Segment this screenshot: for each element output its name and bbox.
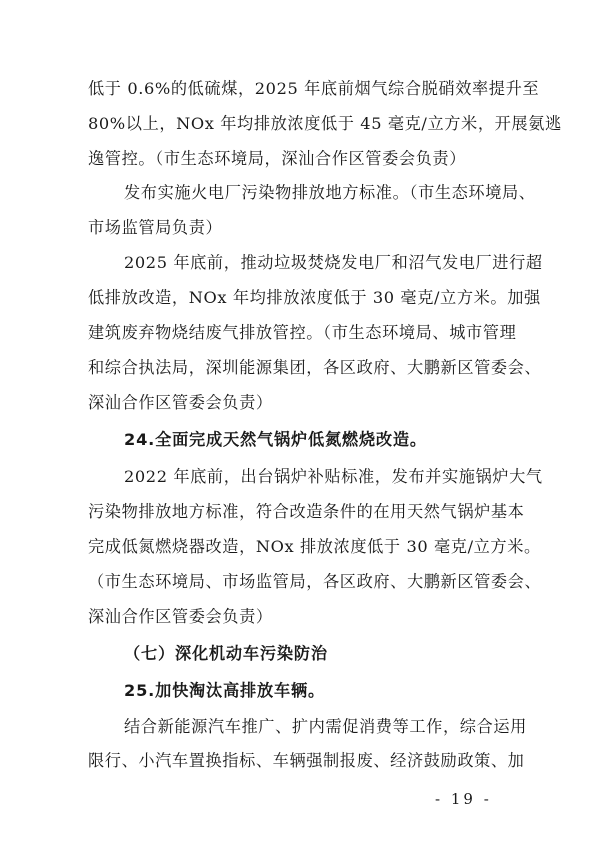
- chapter-heading: （七）深化机动车污染防治: [124, 644, 328, 663]
- body-text-line: 污染物排放地方标准，符合改造条件的在用天然气锅炉基本: [88, 502, 525, 521]
- body-text-line: 低排放改造，NOx 年均排放浓度低于 30 毫克/立方米。加强: [88, 288, 541, 307]
- body-text-line: 建筑废弃物烧结废气排放管控。（市生态环境局、城市管理: [88, 323, 517, 342]
- body-text-line: 深汕合作区管委会负责）: [88, 393, 273, 412]
- body-text-line: 和综合执法局，深圳能源集团，各区政府、大鹏新区管委会、: [88, 358, 542, 377]
- body-text-line: 2022 年底前，出台锅炉补贴标准，发布并实施锅炉大气: [124, 467, 543, 486]
- body-text-line: （市生态环境局、市场监管局，各区政府、大鹏新区管委会、: [88, 572, 542, 591]
- section-heading: 25.加快淘汰高排放车辆。: [124, 681, 325, 700]
- body-text-line: 限行、小汽车置换指标、车辆强制报废、经济鼓励政策、加: [88, 751, 525, 770]
- body-text-line: 2025 年底前，推动垃圾焚烧发电厂和沼气发电厂进行超: [124, 253, 543, 272]
- body-text-line: 80%以上，NOx 年均排放浓度低于 45 毫克/立方米，开展氨逃: [88, 114, 562, 133]
- section-heading: 24.全面完成天然气锅炉低氮燃烧改造。: [124, 430, 427, 449]
- body-text-line: 低于 0.6%的低硫煤，2025 年底前烟气综合脱硝效率提升至: [88, 79, 540, 98]
- page-number: - 19 -: [435, 790, 492, 808]
- body-text-line: 结合新能源汽车推广、扩内需促消费等工作，综合运用: [124, 717, 527, 736]
- body-text-line: 发布实施火电厂污染物排放地方标准。（市生态环境局、: [124, 183, 536, 202]
- body-text-line: 市场监管局负责）: [88, 218, 223, 237]
- body-text-line: 逸管控。（市生态环境局，深汕合作区管委会负责）: [88, 149, 467, 168]
- body-text-line: 深汕合作区管委会负责）: [88, 607, 273, 626]
- body-text-line: 完成低氮燃烧器改造，NOx 排放浓度低于 30 毫克/立方米。: [88, 537, 541, 556]
